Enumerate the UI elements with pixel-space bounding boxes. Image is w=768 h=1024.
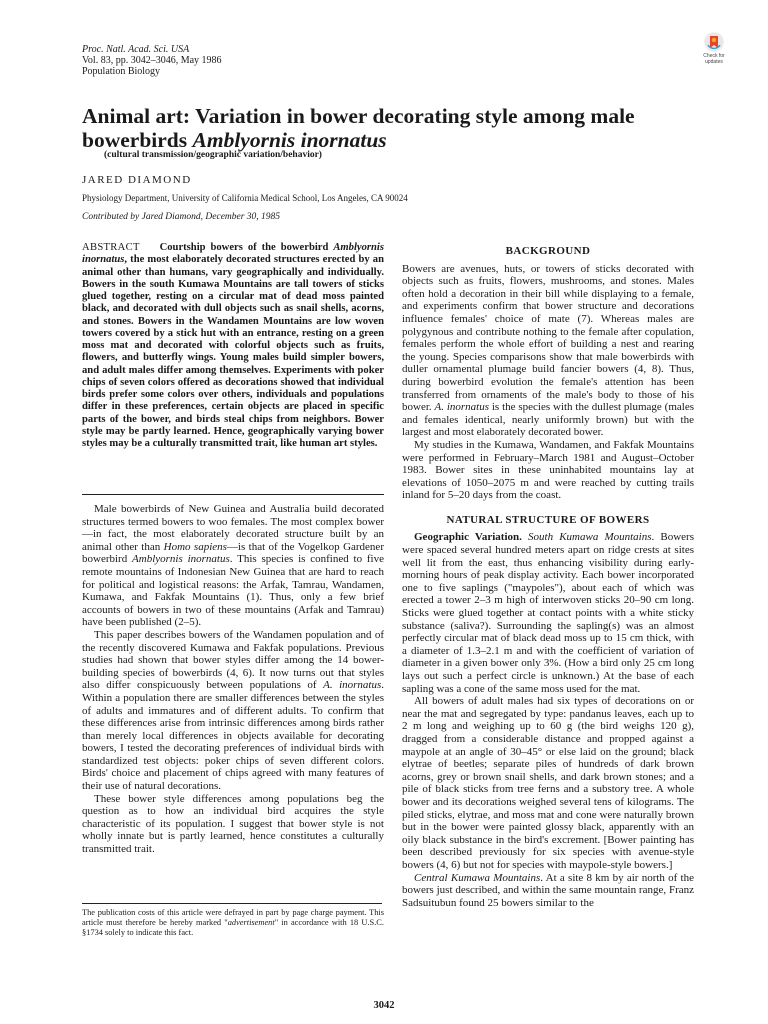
bg1-text-c: is the species with the dullest plumage (males and females identical, nearly uniformly brown) but with the largest and most elaborately decorated bower.: [402, 401, 694, 439]
contributed-line: Contributed by Jared Diamond, December 30, 1985: [82, 212, 281, 222]
central-kumawa-label: Central Kumawa Mountains: [414, 871, 541, 884]
abstract-heading: ABSTRACT: [82, 242, 140, 253]
p2-text-a: This paper describes bowers of the Wandamen population and of the recently discovered Kumawa and Fakfak populations. Previous studies had shown that bower styles differ among the 14 bower-building species of bowerbirds (4, 6). It now turns out that styles also differ conspicuously between populations of: [82, 628, 384, 692]
check-for-updates-label: Check for updates: [703, 53, 725, 65]
section-heading-natural-structure: NATURAL STRUCTURE OF BOWERS: [446, 513, 650, 526]
footnote-divider: [82, 903, 382, 904]
p2-text-c: . Within a population there are smaller differences between the styles of adults and immatures and of different adults. To confirm that these differences arise from intrinsic differences among birds rather than merely local differences in objects available for decorating bowers, I tested the decorating preferences of individual birds with standardized test objects: poker chips of seven different colors. Birds' choice and placement of chips agreed with many features of their use of natural decorations.: [82, 679, 384, 793]
title-species: Amblyornis inornatus: [192, 128, 387, 152]
p1-text-a: Male bowerbirds of New Guinea and Australia build decorated structures termed bowers to woo females. The most complex bower—in fact, the most elaborately decorated structure built by an animal other than: [82, 503, 384, 553]
p2-text-b: A. inornatus: [323, 679, 382, 692]
background-paragraph-1: [402, 263, 694, 439]
p1-text-c: —is that of the Vogelkop Gardener bowerbird: [82, 540, 384, 566]
page-number: 3042: [373, 1000, 395, 1011]
south-kumawa-label: South Kumawa Mountains: [521, 531, 652, 544]
abstract-text-2: , the most elaborately decorated structures erected by an animal other than humans, vary geographically and individually. Bowers in the south Kumawa Mountains are tall towers of sticks glued together, resting on a circular mat of dead moss painted black, and decorated with dull objects such as snail shells, acorns, and stones. Bowers in the Wandamen Mountains are low woven towers covered by a stick hut with an entrance, resting on a green moss mat and decorated with colorful objects such as fruits, flowers, and butterfly wings. Young males build simpler bowers, and adult males differ among themselves. Experiments with poker chips of seven colors offered as decorations showed that individual birds prefer some colors over others, individuals and populations differ in these preferences, certain objects are placed in specific parts of the bower, and birds steal chips from neighbors. Bower style may be partly learned. Hence, geographically varying bower styles may be a culturally transmitted trait, like human art styles.: [82, 254, 384, 449]
abstract: [82, 242, 384, 450]
keywords: (cultural transmission/geographic variation/behavior): [104, 150, 322, 160]
left-column: [82, 503, 384, 856]
intro-paragraph-3: These bower style differences among populations beg the question as to how an individual bird acquires the style characteristic of its population. I suggest that bower style is not wholly innate but is partly learned, hence constitutes a culturally transmitted trait.: [82, 792, 384, 856]
bookmark-check-icon: [704, 32, 724, 52]
footnote-text-c: " in accordance with 18 U.S.C. §1734 solely to indicate this fact.: [82, 917, 384, 937]
article-title: [82, 104, 702, 152]
adult-bowers-paragraph: All bowers of adult males had six types of decorations on or near the mat and segregated by type: pandanus leaves, each up to 2 m long and weighing up to 60 g (the bird weighs 120 g), dragged from a considerable distance and propped against a maypole at an angle of 30–45° or else laid on the ground; black elytrae of beetles; separate piles of hundreds of dark brown acorns, grey or brown snail shells, and dark brown stones; and a pile of black sticks from tree ferns and a substory tree. A whole bower and its decorations weighed several tens of kilograms. The piled sticks, elytrae, and moss mat and cone were naturally brown but in the bower were painted glossy black, apparently with an oily black substance in the bird's excrement. [Bower painting has been described previously for six species with avenue-style bowers (4, 6) but not for species with maypole-style bowers.]: [402, 695, 694, 871]
journal-section: Population Biology: [82, 66, 161, 77]
bg1-text-a: Bowers are avenues, huts, or towers of sticks decorated with objects such as fruits, flowers, mushrooms, and stones. Males often hold a decoration in their bill while displaying to a female, and experiments confirm that bower structure and decorations influence females' choice of mate (7). Whereas males are polygynous and contribute nothing to the female after copulation, females perform the whole effort of building a nest and rearing the young. Species comparisons show that male bowerbirds with duller ornamental plumage build fancier bowers (4, 8). Thus, during bowerbird evolution the female's attention has been transferred from ornaments of the male's body to those of his bower.: [402, 262, 694, 414]
background-paragraph-2: My studies in the Kumawa, Wandamen, and Fakfak Mountains were performed in February–March 1981 and August–October 1983. Bower sites in these uninhabited mountains lay at elevations of 1050–2075 m and were reached by cutting trails inland for 5–20 days from the coast.: [402, 438, 694, 502]
author-name: JARED DIAMOND: [82, 174, 192, 186]
p1-text-b: Homo sapiens: [163, 540, 227, 553]
footnote-text-b: advertisement: [227, 917, 275, 927]
bg1-text-b: A. inornatus: [434, 401, 490, 414]
geographic-variation-runin: Geographic Variation.: [414, 531, 522, 544]
journal-header: [82, 44, 222, 77]
geographic-variation-text: . Bowers were spaced several hundred meters apart on ridge crests at sites well lit from the east, thus enhancing visibility during early-morning hours of peak display activity. Each bower incorporated one to five saplings ("maypoles"), about each of which was erected a tower 2–3 m high of interwoven sticks 20–90 cm long. Sticks were glued together at contact points with a white sticky substance (saliva?). Surrounding the sapling(s) was an almost perfectly circular mat of black dead moss up to 15 cm thick, with a diameter of 1.3–2.1 m and with the coefficient of variation of diameter in a given bower only 3%. (How a bird only 25 cm long lays out such a perfect circle is unknown.) At the base of each sapling was a cone of the same moss used for the mat.: [402, 531, 695, 695]
abstract-divider: [82, 494, 384, 495]
section-heading-background: BACKGROUND: [505, 245, 591, 257]
journal-volume: Vol. 83, pp. 3042–3046, May 1986: [82, 55, 222, 66]
abstract-text-1: Courtship bowers of the bowerbird: [159, 242, 334, 253]
footnote: [82, 908, 384, 937]
p1-text-e: . This species is confined to five remote mountains of Indonesian New Guinea that are hard to reach for political and logistical reasons: the Arfak, Tamrau, Wandamen, Kumawa, and Fakfak Mountains (1). Thus, only a few brief accounts of bowers in two of these mountains (Arfak and Tamrau) have been published (2–5).: [82, 553, 384, 629]
p1-text-d: Amblyornis inornatus: [132, 553, 230, 566]
author-affiliation: Physiology Department, University of California Medical School, Los Angeles, CA 90024: [82, 193, 408, 203]
central-kumawa-text: . At a site 8 km by air north of the bowers just described, and within the same mountain range, Franz Sadsuitubun found 25 bowers similar to the: [402, 871, 694, 909]
central-kumawa-paragraph: [402, 872, 694, 910]
title-main: Animal art: Variation in bower decorating style among male bowerbirds: [82, 104, 635, 152]
check-for-updates-badge[interactable]: [694, 32, 734, 72]
abstract-species: Amblyornis inornatus: [82, 242, 384, 266]
intro-paragraph-2: [82, 629, 384, 793]
footnote-text-a: The publication costs of this article were defrayed in part by page charge payment. This article must therefore be hereby marked ": [82, 908, 384, 927]
right-column: [402, 245, 694, 909]
geographic-variation-paragraph: [402, 531, 694, 695]
journal-name: Proc. Natl. Acad. Sci. USA: [82, 44, 190, 55]
intro-paragraph-1: [82, 503, 384, 629]
